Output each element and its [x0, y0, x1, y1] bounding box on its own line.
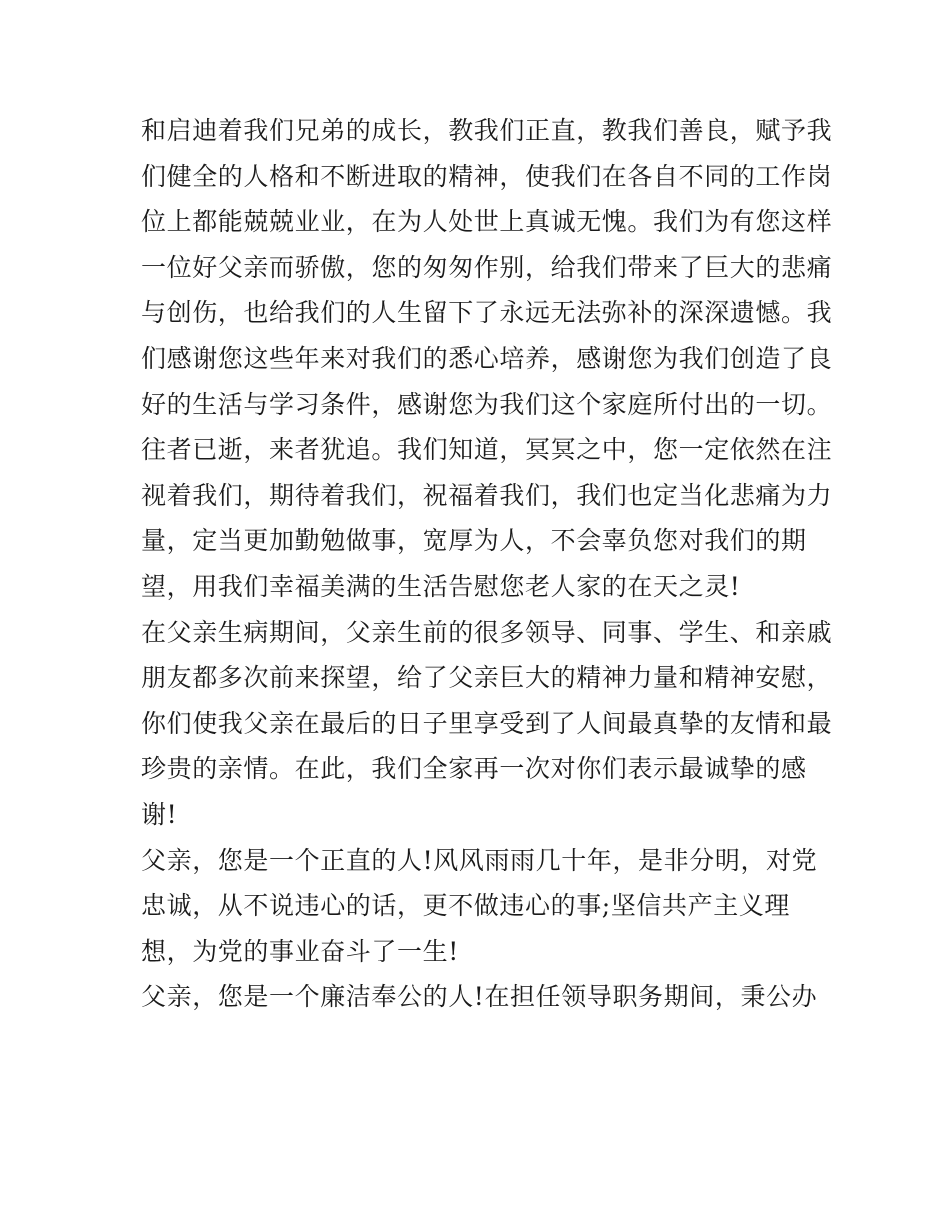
text-line: 位上都能兢兢业业，在为人处世上真诚无愧。我们为有您这样: [141, 207, 833, 237]
text-line: 朋友都多次前来探望，给了父亲巨大的精神力量和精神安慰，: [141, 663, 833, 693]
body-text: [141, 108, 833, 1020]
text-line: 你们使我父亲在最后的日子里享受到了人间最真挚的友情和最: [141, 708, 833, 738]
text-line: 们健全的人格和不断进取的精神，使我们在各自不同的工作岗: [141, 161, 833, 191]
text-line: 视着我们，期待着我们，祝福着我们，我们也定当化悲痛为力: [141, 480, 833, 510]
text-line: 珍贵的亲情。在此，我们全家再一次对你们表示最诚挚的感: [141, 754, 807, 784]
text-line: 忠诚，从不说违心的话，更不做违心的事;坚信共产主义理: [141, 891, 791, 921]
text-line: 们感谢您这些年来对我们的悉心培养，感谢您为我们创造了良: [141, 343, 833, 373]
text-line: 量，定当更加勤勉做事，宽厚为人，不会辜负您对我们的期: [141, 526, 807, 556]
text-line: 往者已逝，来者犹追。我们知道，冥冥之中，您一定依然在注: [141, 435, 833, 465]
text-line: 一位好父亲而骄傲，您的匆匆作别，给我们带来了巨大的悲痛: [141, 252, 833, 282]
text-line: 好的生活与学习条件，感谢您为我们这个家庭所付出的一切。: [141, 389, 833, 419]
text-line: 和启迪着我们兄弟的成长，教我们正直，教我们善良，赋予我: [141, 116, 833, 145]
text-line: 想，为党的事业奋斗了一生!: [141, 936, 459, 966]
text-line: 父亲，您是一个正直的人!风风雨雨几十年，是非分明，对党: [141, 845, 818, 875]
text-line: 谢!: [141, 799, 178, 829]
text-line: 与创伤，也给我们的人生留下了永远无法弥补的深深遗憾。我: [141, 298, 833, 328]
text-line: 望，用我们幸福美满的生活告慰您老人家的在天之灵!: [141, 571, 741, 601]
text-line: 在父亲生病期间，父亲生前的很多领导、同事、学生、和亲戚: [141, 617, 833, 647]
text-line: 父亲，您是一个廉洁奉公的人!在担任领导职务期间，秉公办: [141, 982, 818, 1012]
